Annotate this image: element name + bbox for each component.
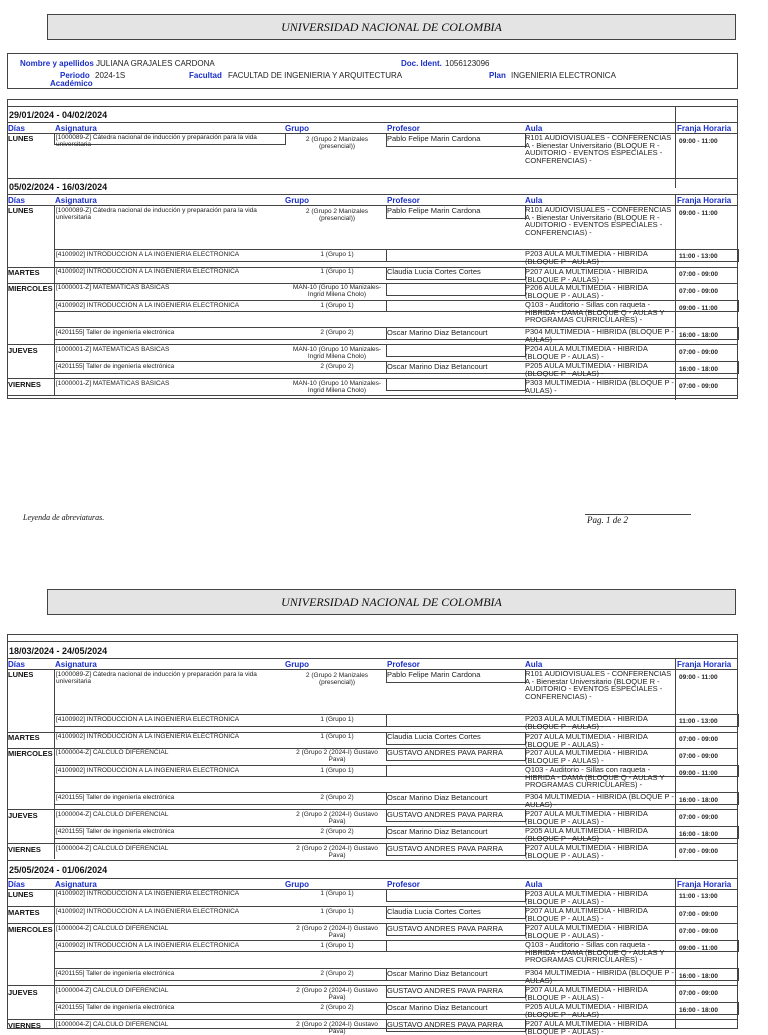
col-grupo: Grupo <box>285 196 309 205</box>
time-cell: 09:00 - 11:00 <box>679 305 718 312</box>
faculty-value: FACULTAD DE INGENIERIA Y ARQUITECTURA <box>228 71 403 80</box>
professor-cell: Claudia Lucia Cortes Cortes <box>387 268 481 276</box>
col-franja: Franja Horaria <box>677 124 732 133</box>
course-cell: [1000089-Z] Cátedra nacional de inducción y preparación para la vida universitaria <box>56 134 257 148</box>
professor-cell: Pablo Felipe Marin Cardona <box>387 135 481 143</box>
day-cell: VIERNES <box>8 845 41 854</box>
room-cell: P207 AULA MULTIMEDIA - HIBRIDA (BLOQUE P - AULAS) - <box>525 907 648 923</box>
group-cell: 2 (Grupo 2 Manizales (presencial)) <box>305 672 369 686</box>
time-cell: 16:00 - 18:00 <box>679 332 719 339</box>
group-cell: 2 (Grupo 2) <box>320 828 354 835</box>
time-cell: 07:00 - 09:00 <box>679 848 719 855</box>
time-cell: 07:00 - 09:00 <box>679 814 719 821</box>
day-cell: JUEVES <box>8 988 38 997</box>
professor-cell: Pablo Felipe Marin Cardona <box>387 207 481 215</box>
professor-cell: GUSTAVO ANDRES PAVA PARRA <box>387 925 503 933</box>
schedule-table-1 <box>7 99 738 399</box>
period-value: 2024-1S <box>95 71 126 80</box>
col-asignatura: Asignatura <box>55 124 97 133</box>
col-asignatura: Asignatura <box>55 880 97 889</box>
room-cell: P207 AULA MULTIMEDIA - HIBRIDA (BLOQUE P - AULAS) - <box>525 844 648 860</box>
group-cell: 1 (Grupo 1) <box>320 890 354 897</box>
room-cell: R101 AUDIOVISUALES - CONFERENCIAS A - Bienestar Universitario (BLOQUE R - AUDITORIO - EVENTOS ESPECIALES - CONFERENCIAS) - <box>525 134 672 165</box>
group-cell: 2 (Grupo 2 (2024-I) Gustavo Pava) <box>296 1021 378 1035</box>
col-profesor: Profesor <box>387 880 420 889</box>
period-label: Periodo <box>60 71 90 80</box>
student-name: JULIANA GRAJALES CARDONA <box>96 59 215 68</box>
time-cell: 07:00 - 09:00 <box>679 928 719 935</box>
room-cell: P205 AULA MULTIMEDIA - HIBRIDA (BLOQUE P - AULAS) - <box>525 362 648 378</box>
page-prefix: Pag. <box>587 515 604 525</box>
room-cell: R101 AUDIOVISUALES - CONFERENCIAS A - Bienestar Universitario (BLOQUE R - AUDITORIO - EVENTOS ESPECIALES - CONFERENCIAS) - <box>525 670 672 701</box>
course-cell: [1000001-Z] MATEMÁTICAS BÁSICAS <box>56 284 170 291</box>
group-cell: 1 (Grupo 1) <box>320 767 354 774</box>
col-aula: Aula <box>525 660 543 669</box>
group-cell: 2 (Grupo 2) <box>320 794 354 801</box>
course-cell: [4100902] INTRODUCCIÓN A LA INGENIERÍA ELECTRÓNICA <box>56 908 240 915</box>
group-cell: MAN-10 (Grupo 10 Manizales- Ingrid Milena Cholo) <box>292 284 382 298</box>
course-cell: [1000089-Z] Cátedra nacional de inducción y preparación para la vida universitaria <box>56 207 257 221</box>
course-cell: [4100902] INTRODUCCIÓN A LA INGENIERÍA ELECTRÓNICA <box>56 890 240 897</box>
doc-number: 1056123096 <box>445 59 490 68</box>
group-cell: 2 (Grupo 2 (2024-I) Gustavo Pava) <box>296 987 378 1001</box>
page-total: 2 <box>623 515 628 525</box>
col-grupo: Grupo <box>285 124 309 133</box>
group-cell: 1 (Grupo 1) <box>320 908 354 915</box>
room-cell: P203 AULA MULTIMEDIA - HIBRIDA (BLOQUE P - AULAS) - <box>525 715 648 731</box>
university-banner <box>47 14 736 40</box>
day-cell: MARTES <box>8 733 40 742</box>
course-cell: [4100902] INTRODUCCIÓN A LA INGENIERÍA ELECTRÓNICA <box>56 251 240 258</box>
day-cell: JUEVES <box>8 346 38 355</box>
time-cell: 16:00 - 18:00 <box>679 973 719 980</box>
room-cell: P207 AULA MULTIMEDIA - HIBRIDA (BLOQUE P - AULAS) - <box>525 1020 648 1035</box>
course-cell: [4100902] INTRODUCCIÓN A LA INGENIERÍA ELECTRÓNICA <box>56 767 240 774</box>
doc-label: Doc. Ident. <box>401 59 442 68</box>
room-cell: P304 MULTIMEDIA - HIBRIDA (BLOQUE P - AULAS) - <box>525 793 674 809</box>
time-cell: 09:00 - 11:00 <box>679 770 718 777</box>
professor-cell: Claudia Lucia Cortes Cortes <box>387 733 481 741</box>
course-cell: [4201155] Taller de ingeniería electrónica <box>56 329 175 336</box>
col-aula: Aula <box>525 880 543 889</box>
room-cell: P207 AULA MULTIMEDIA - HIBRIDA (BLOQUE P - AULAS) - <box>525 733 648 749</box>
col-dias: Días <box>8 880 25 889</box>
room-cell: Q103 - Auditorio - Sillas con raqueta - HIBRIDA - DAMA (BLOQUE Q - AULAS Y PROGRAMAS CURRICULARES) - <box>525 766 665 789</box>
course-cell: [1000004-Z] CÁLCULO DIFERENCIAL <box>56 811 169 818</box>
col-franja: Franja Horaria <box>677 660 732 669</box>
room-cell: P304 MULTIMEDIA - HIBRIDA (BLOQUE P - AULAS) - <box>525 328 674 344</box>
col-profesor: Profesor <box>387 660 420 669</box>
col-grupo: Grupo <box>285 660 309 669</box>
course-cell: [1000089-Z] Cátedra nacional de inducción y preparación para la vida universitaria <box>56 671 257 685</box>
room-cell: P203 AULA MULTIMEDIA - HIBRIDA (BLOQUE P - AULAS) - <box>525 250 648 266</box>
plan-label: Plan <box>489 71 506 80</box>
group-cell: 2 (Grupo 2) <box>320 329 354 336</box>
group-cell: 2 (Grupo 2) <box>320 363 354 370</box>
professor-cell: Claudia Lucia Cortes Cortes <box>387 908 481 916</box>
time-cell: 16:00 - 18:00 <box>679 366 719 373</box>
section-header: 05/02/2024 - 16/03/2024 <box>9 182 108 192</box>
room-cell: P303 MULTIMEDIA - HIBRIDA (BLOQUE P - AULAS) - <box>525 379 674 395</box>
time-cell: 16:00 - 18:00 <box>679 1007 719 1014</box>
page-indicator <box>587 515 628 525</box>
abbreviations-legend: Leyenda de abreviaturas. <box>23 513 105 522</box>
group-cell: 1 (Grupo 1) <box>320 942 354 949</box>
time-cell: 16:00 - 18:00 <box>679 797 719 804</box>
time-cell: 16:00 - 18:00 <box>679 831 719 838</box>
professor-cell: GUSTAVO ANDRES PAVA PARRA <box>387 749 503 757</box>
course-cell: [1000004-Z] CÁLCULO DIFERENCIAL <box>56 1021 169 1028</box>
group-cell: 1 (Grupo 1) <box>320 716 354 723</box>
course-cell: [4100902] INTRODUCCIÓN A LA INGENIERÍA ELECTRÓNICA <box>56 268 240 275</box>
course-cell: [1000004-Z] CÁLCULO DIFERENCIAL <box>56 987 169 994</box>
time-cell: 07:00 - 09:00 <box>679 383 719 390</box>
day-cell: MIERCOLES <box>8 925 53 934</box>
day-cell: LUNES <box>8 670 34 679</box>
course-cell: [1000001-Z] MATEMÁTICAS BÁSICAS <box>56 346 170 353</box>
room-cell: P304 MULTIMEDIA - HIBRIDA (BLOQUE P - AULAS) - <box>525 969 674 985</box>
room-cell: P207 AULA MULTIMEDIA - HIBRIDA (BLOQUE P - AULAS) - <box>525 749 648 765</box>
course-cell: [4201155] Taller de ingeniería electrónica <box>56 363 175 370</box>
day-cell: LUNES <box>8 134 34 143</box>
room-cell: P207 AULA MULTIMEDIA - HIBRIDA (BLOQUE P - AULAS) - <box>525 810 648 826</box>
professor-cell: Oscar Marino Diaz Betancourt <box>387 1004 488 1012</box>
professor-cell: GUSTAVO ANDRES PAVA PARRA <box>387 811 503 819</box>
col-franja: Franja Horaria <box>677 880 732 889</box>
time-cell: 09:00 - 11:00 <box>679 945 718 952</box>
day-cell: VIERNES <box>8 1021 41 1030</box>
group-cell: 2 (Grupo 2 Manizales (presencial)) <box>305 136 369 150</box>
col-aula: Aula <box>525 196 543 205</box>
col-grupo: Grupo <box>285 880 309 889</box>
time-cell: 07:00 - 09:00 <box>679 349 719 356</box>
section-header: 29/01/2024 - 04/02/2024 <box>9 110 108 120</box>
course-cell: [4100902] INTRODUCCIÓN A LA INGENIERÍA ELECTRÓNICA <box>56 302 240 309</box>
course-cell: [1000004-Z] CÁLCULO DIFERENCIAL <box>56 925 169 932</box>
day-cell: MARTES <box>8 908 40 917</box>
course-cell: [4100902] INTRODUCCIÓN A LA INGENIERÍA ELECTRÓNICA <box>56 716 240 723</box>
day-cell: MARTES <box>8 268 40 277</box>
professor-cell: Oscar Marino Diaz Betancourt <box>387 329 488 337</box>
col-asignatura: Asignatura <box>55 196 97 205</box>
group-cell: 2 (Grupo 2 Manizales (presencial)) <box>305 208 369 222</box>
course-cell: [1000004-Z] CÁLCULO DIFERENCIAL <box>56 749 169 756</box>
time-cell: 11:00 - 13:00 <box>679 893 718 900</box>
section-header: 25/05/2024 - 01/06/2024 <box>9 865 108 875</box>
time-cell: 09:00 - 11:00 <box>679 674 718 681</box>
time-cell: 07:00 - 09:00 <box>679 753 719 760</box>
day-cell: LUNES <box>8 890 34 899</box>
professor-cell: Oscar Marino Diaz Betancourt <box>387 363 488 371</box>
room-cell: P207 AULA MULTIMEDIA - HIBRIDA (BLOQUE P - AULAS) - <box>525 986 648 1002</box>
room-cell: P206 AULA MULTIMEDIA - HIBRIDA (BLOQUE P - AULAS) - <box>525 284 648 300</box>
page-de: de <box>612 515 622 525</box>
faculty-label: Facultad <box>189 71 222 80</box>
course-cell: [4100902] INTRODUCCIÓN A LA INGENIERÍA ELECTRÓNICA <box>56 942 240 949</box>
day-cell: LUNES <box>8 206 34 215</box>
university-banner <box>47 589 736 615</box>
room-cell: R101 AUDIOVISUALES - CONFERENCIAS A - Bienestar Universitario (BLOQUE R - AUDITORIO - EVENTOS ESPECIALES - CONFERENCIAS) - <box>525 206 672 237</box>
room-cell: P204 AULA MULTIMEDIA - HIBRIDA (BLOQUE P - AULAS) - <box>525 345 648 361</box>
professor-cell: GUSTAVO ANDRES PAVA PARRA <box>387 845 503 853</box>
time-cell: 09:00 - 11:00 <box>679 138 718 145</box>
professor-cell: Oscar Marino Diaz Betancourt <box>387 828 488 836</box>
professor-cell: GUSTAVO ANDRES PAVA PARRA <box>387 1021 503 1029</box>
plan-value: INGENIERIA ELECTRONICA <box>511 71 616 80</box>
group-cell: 1 (Grupo 1) <box>320 302 354 309</box>
group-cell: 2 (Grupo 2 (2024-I) Gustavo Pava) <box>296 811 378 825</box>
time-cell: 07:00 - 09:00 <box>679 288 719 295</box>
time-cell: 11:00 - 13:00 <box>679 718 718 725</box>
day-cell: MIERCOLES <box>8 749 53 758</box>
group-cell: 1 (Grupo 1) <box>320 268 354 275</box>
day-cell: MIERCOLES <box>8 284 53 293</box>
time-cell: 09:00 - 11:00 <box>679 210 718 217</box>
name-label: Nombre y apellidos <box>20 59 94 68</box>
col-dias: Días <box>8 124 25 133</box>
room-cell: P207 AULA MULTIMEDIA - HIBRIDA (BLOQUE P - AULAS) - <box>525 268 648 284</box>
section-header: 18/03/2024 - 24/05/2024 <box>9 646 108 656</box>
col-dias: Días <box>8 196 25 205</box>
col-profesor: Profesor <box>387 124 420 133</box>
time-cell: 07:00 - 09:00 <box>679 990 719 997</box>
group-cell: 1 (Grupo 1) <box>320 733 354 740</box>
col-dias: Días <box>8 660 25 669</box>
time-cell: 07:00 - 09:00 <box>679 736 719 743</box>
group-cell: 2 (Grupo 2) <box>320 970 354 977</box>
time-cell: 07:00 - 09:00 <box>679 911 719 918</box>
schedule-table-2 <box>7 634 738 1035</box>
group-cell: 1 (Grupo 1) <box>320 251 354 258</box>
course-cell: [4201155] Taller de ingeniería electrónica <box>56 828 175 835</box>
course-cell: [4201155] Taller de ingeniería electrónica <box>56 1004 175 1011</box>
room-cell: P205 AULA MULTIMEDIA - HIBRIDA (BLOQUE P - AULAS) - <box>525 827 648 843</box>
course-cell: [4201155] Taller de ingeniería electrónica <box>56 794 175 801</box>
group-cell: 2 (Grupo 2) <box>320 1004 354 1011</box>
room-cell: Q103 - Auditorio - Sillas con raqueta - HIBRIDA - DAMA (BLOQUE Q - AULAS Y PROGRAMAS CURRICULARES) - <box>525 301 665 324</box>
col-asignatura: Asignatura <box>55 660 97 669</box>
time-cell: 11:00 - 13:00 <box>679 253 718 260</box>
col-franja: Franja Horaria <box>677 196 732 205</box>
professor-cell: Oscar Marino Diaz Betancourt <box>387 970 488 978</box>
group-cell: 2 (Grupo 2 (2024-I) Gustavo Pava) <box>296 749 378 763</box>
col-aula: Aula <box>525 124 543 133</box>
group-cell: MAN-10 (Grupo 10 Manizales- Ingrid Milena Cholo) <box>292 346 382 360</box>
room-cell: Q103 - Auditorio - Sillas con raqueta - HIBRIDA - DAMA (BLOQUE Q - AULAS Y PROGRAMAS CURRICULARES) - <box>525 941 665 964</box>
course-cell: [4201155] Taller de ingeniería electrónica <box>56 970 175 977</box>
course-cell: [4100902] INTRODUCCIÓN A LA INGENIERÍA ELECTRÓNICA <box>56 733 240 740</box>
time-cell: 07:00 - 09:00 <box>679 271 719 278</box>
room-cell: P205 AULA MULTIMEDIA - HIBRIDA (BLOQUE P - AULAS) - <box>525 1003 648 1019</box>
period-label-2: Académico <box>50 79 93 88</box>
col-profesor: Profesor <box>387 196 420 205</box>
room-cell: P203 AULA MULTIMEDIA - HIBRIDA (BLOQUE P - AULAS) - <box>525 890 648 906</box>
course-cell: [1000004-Z] CÁLCULO DIFERENCIAL <box>56 845 169 852</box>
day-cell: JUEVES <box>8 811 38 820</box>
group-cell: 2 (Grupo 2 (2024-I) Gustavo Pava) <box>296 845 378 859</box>
professor-cell: Oscar Marino Diaz Betancourt <box>387 794 488 802</box>
university-title: UNIVERSIDAD NACIONAL DE COLOMBIA <box>281 20 502 34</box>
group-cell: 2 (Grupo 2 (2024-I) Gustavo Pava) <box>296 925 378 939</box>
student-info-box <box>7 53 738 89</box>
professor-cell: GUSTAVO ANDRES PAVA PARRA <box>387 987 503 995</box>
day-cell: VIERNES <box>8 380 41 389</box>
course-cell: [1000001-Z] MATEMÁTICAS BÁSICAS <box>56 380 170 387</box>
university-title: UNIVERSIDAD NACIONAL DE COLOMBIA <box>281 595 502 609</box>
room-cell: P207 AULA MULTIMEDIA - HIBRIDA (BLOQUE P - AULAS) - <box>525 924 648 940</box>
professor-cell: Pablo Felipe Marin Cardona <box>387 671 481 679</box>
page-number: 1 <box>606 515 611 525</box>
group-cell: MAN-10 (Grupo 10 Manizales- Ingrid Milena Cholo) <box>292 380 382 394</box>
